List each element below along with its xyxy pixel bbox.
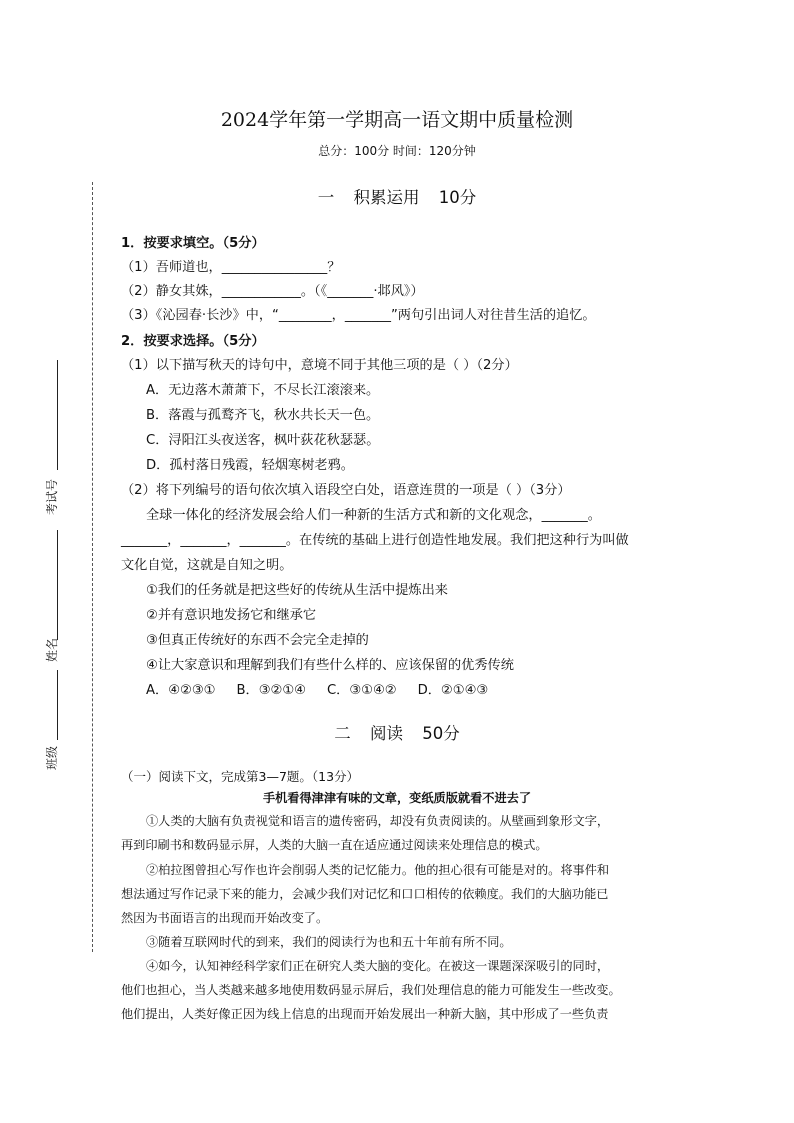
q2-sub2-choices: A．④②③① B．③②①④ C．③①④② D．②①④③ (146, 683, 489, 698)
q2-sub1-option-d: D．孤村落日残霞，轻烟寒树老鸦。 (146, 458, 354, 473)
name-line (57, 530, 58, 640)
q2-sub2-passage-2: _______，_______，_______。在传统的基础上进行创造性地发展。我们把这种行为叫做 (121, 533, 629, 548)
section2-heading: 二 阅读 50分 (334, 724, 460, 743)
q1-stem: 1．按要求填空。（5分） (121, 236, 265, 251)
q2-sub2-item-2: ②并有意识地发扬它和继承它 (146, 608, 317, 623)
article-line-5: 然因为书面语言的出现而开始改变了。 (121, 911, 329, 925)
q1-item-2: （2）静女其姝，____________。（《_______·邶风》） (121, 284, 424, 299)
article-line-2: 再到印刷书和数码显示屏，人类的大脑一直在适应通过阅读来处理信息的模式。 (121, 838, 548, 852)
binding-dashed-line (92, 182, 93, 952)
article-line-9: 他们提出，人类好像正因为线上信息的出现而开始发展出一种新大脑，其中形成了一些负责 (121, 1007, 609, 1021)
article-line-4: 想法通过写作记录下来的能力，会减少我们对记忆和口口相传的依赖度。我们的大脑功能已 (121, 887, 609, 901)
article-line-3: ②柏拉图曾担心写作也许会削弱人类的记忆能力。他的担心很有可能是对的。将事件和 (146, 863, 610, 877)
q2-sub1-stem: （1）以下描写秋天的诗句中，意境不同于其他三项的是（ ）（2分） (121, 358, 518, 373)
q2-sub2-item-3: ③但真正传统好的东西不会完全走掉的 (146, 633, 369, 648)
article-line-6: ③随着互联网时代的到来，我们的阅读行为也和五十年前有所不同。 (146, 935, 512, 949)
q2-sub2-item-1: ①我们的任务就是把这些好的传统从生活中提炼出来 (146, 583, 448, 598)
part1-stem: （一）阅读下文，完成第3—7题。（13分） (121, 769, 360, 784)
exam-no-label: 考试号 (45, 478, 59, 515)
class-label: 班级 (45, 745, 59, 770)
q1-item-1: （1）吾师道也，________________？ (121, 260, 341, 275)
q2-stem: 2．按要求选择。（5分） (121, 334, 265, 349)
section1-heading: 一 积累运用 10分 (317, 188, 477, 207)
name-label: 姓名 (45, 637, 59, 662)
exam-info: 总分：100分 时间：120分钟 (318, 144, 476, 158)
q2-sub1-option-b: B．落霞与孤鹜齐飞，秋水共长天一色。 (146, 408, 380, 423)
article-title: 手机看得津津有味的文章，变纸质版就看不进去了 (262, 791, 532, 805)
article-line-8: 他们也担心，当人类越来越多地使用数码显示屏后，我们处理信息的能力可能发生一些改变。 (121, 983, 621, 997)
q2-sub1-option-c: C．浔阳江头夜送客，枫叶荻花秋瑟瑟。 (146, 433, 380, 448)
article-line-7: ④如今，认知神经科学家们正在研究人类大脑的变化。在被这一课题深深吸引的同时， (146, 959, 610, 973)
q2-sub2-passage-1: 全球一体化的经济发展会给人们一种新的生活方式和新的文化观念，_______。 (146, 508, 601, 523)
q1-item-3: （3）《沁园春·长沙》中，“________，_______”两句引出词人对往昔生活的追忆。 (121, 308, 596, 323)
page-title: 2024学年第一学期高一语文期中质量检测 (220, 109, 574, 131)
q2-sub2-passage-3: 文化自觉，这就是自知之明。 (121, 558, 293, 573)
q2-sub2-stem: （2）将下列编号的语句依次填入语段空白处，语意连贯的一项是（ ）（3分） (121, 483, 571, 498)
q2-sub2-item-4: ④让大家意识和理解到我们有些什么样的、应该保留的优秀传统 (146, 658, 514, 673)
exam-no-line (57, 360, 58, 470)
article-line-1: ①人类的大脑有负责视觉和语言的遗传密码，却没有负责阅读的。从壁画到象形文字， (146, 814, 610, 828)
q2-sub1-option-a: A．无边落木萧萧下，不尽长江滚滚来。 (146, 383, 380, 398)
